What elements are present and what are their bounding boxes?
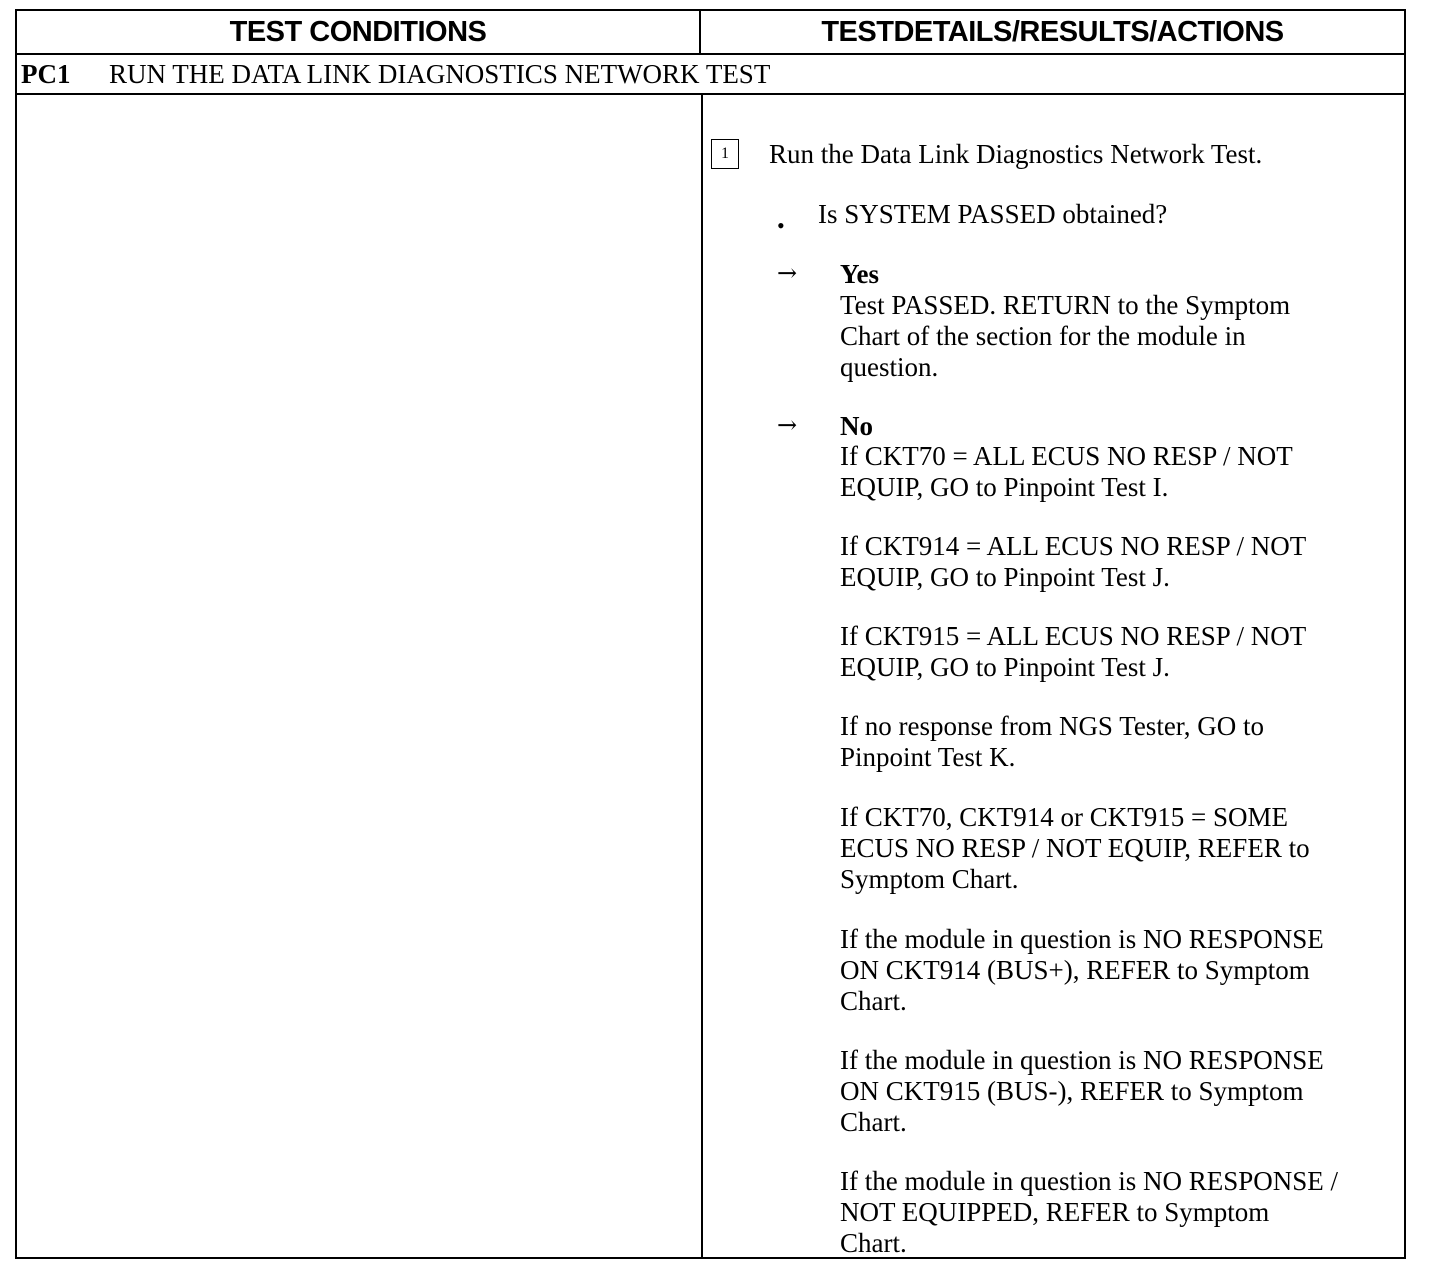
paragraph-line: If the module in question is NO RESPONSE [840, 1045, 1324, 1075]
paragraph-line: If the module in question is NO RESPONSE / [840, 1166, 1338, 1196]
paragraph-line: If no response from NGS Tester, GO to [840, 711, 1264, 741]
arrow-right-icon: → [777, 259, 798, 287]
header-test-conditions: TEST CONDITIONS [17, 11, 701, 53]
paragraph-line: Symptom Chart. [840, 864, 1019, 894]
no-paragraph [840, 711, 1400, 773]
header-test-details: TESTDETAILS/RESULTS/ACTIONS [821, 15, 1284, 48]
bullet-icon: • [777, 213, 785, 238]
step-title-row [17, 55, 1404, 93]
test-table [15, 9, 1406, 1259]
no-paragraph [840, 1045, 1400, 1138]
no-paragraph [840, 621, 1400, 683]
paragraph-line: Chart. [840, 986, 907, 1016]
yes-line: Chart of the section for the module in [840, 321, 1246, 351]
test-conditions-cell [17, 95, 701, 1257]
paragraph-line: If the module in question is NO RESPONSE [840, 924, 1324, 954]
paragraph-line: ON CKT915 (BUS-), REFER to Symptom [840, 1076, 1304, 1106]
step-id: PC1 [21, 58, 71, 89]
paragraph-line: NOT EQUIPPED, REFER to Symptom [840, 1197, 1270, 1227]
paragraph-line: ECUS NO RESP / NOT EQUIP, REFER to [840, 833, 1310, 863]
no-paragraph [840, 1166, 1400, 1259]
no-paragraph [840, 924, 1400, 1017]
paragraph-line: EQUIP, GO to Pinpoint Test I. [840, 472, 1169, 502]
paragraph-line: Chart. [840, 1107, 907, 1137]
no-result [840, 411, 1400, 442]
yes-label: Yes [840, 259, 879, 289]
paragraph-line: If CKT915 = ALL ECUS NO RESP / NOT [840, 621, 1307, 651]
paragraph-line: EQUIP, GO to Pinpoint Test J. [840, 562, 1170, 592]
step-title: RUN THE DATA LINK DIAGNOSTICS NETWORK TEST [109, 58, 771, 89]
no-label: No [840, 411, 873, 441]
no-paragraph [840, 531, 1400, 593]
paragraph-line: ON CKT914 (BUS+), REFER to Symptom [840, 955, 1310, 985]
column-divider [701, 95, 703, 1257]
step-instruction: Run the Data Link Diagnostics Network Test. [769, 139, 1263, 169]
paragraph-line: If CKT70 = ALL ECUS NO RESP / NOT [840, 441, 1293, 471]
paragraph-line: Chart. [840, 1228, 907, 1258]
no-paragraph [840, 802, 1400, 895]
yes-line: Test PASSED. RETURN to the Symptom [840, 290, 1291, 320]
question-text: Is SYSTEM PASSED obtained? [818, 199, 1168, 229]
paragraph-line: EQUIP, GO to Pinpoint Test J. [840, 652, 1170, 682]
paragraph-line: Pinpoint Test K. [840, 742, 1016, 772]
step-number-box: 1 [711, 139, 739, 169]
yes-result [840, 259, 1400, 383]
no-paragraph [840, 441, 1400, 503]
paragraph-line: If CKT70, CKT914 or CKT915 = SOME [840, 802, 1288, 832]
paragraph-line: If CKT914 = ALL ECUS NO RESP / NOT [840, 531, 1307, 561]
yes-line: question. [840, 352, 939, 382]
arrow-right-icon: → [777, 411, 798, 439]
